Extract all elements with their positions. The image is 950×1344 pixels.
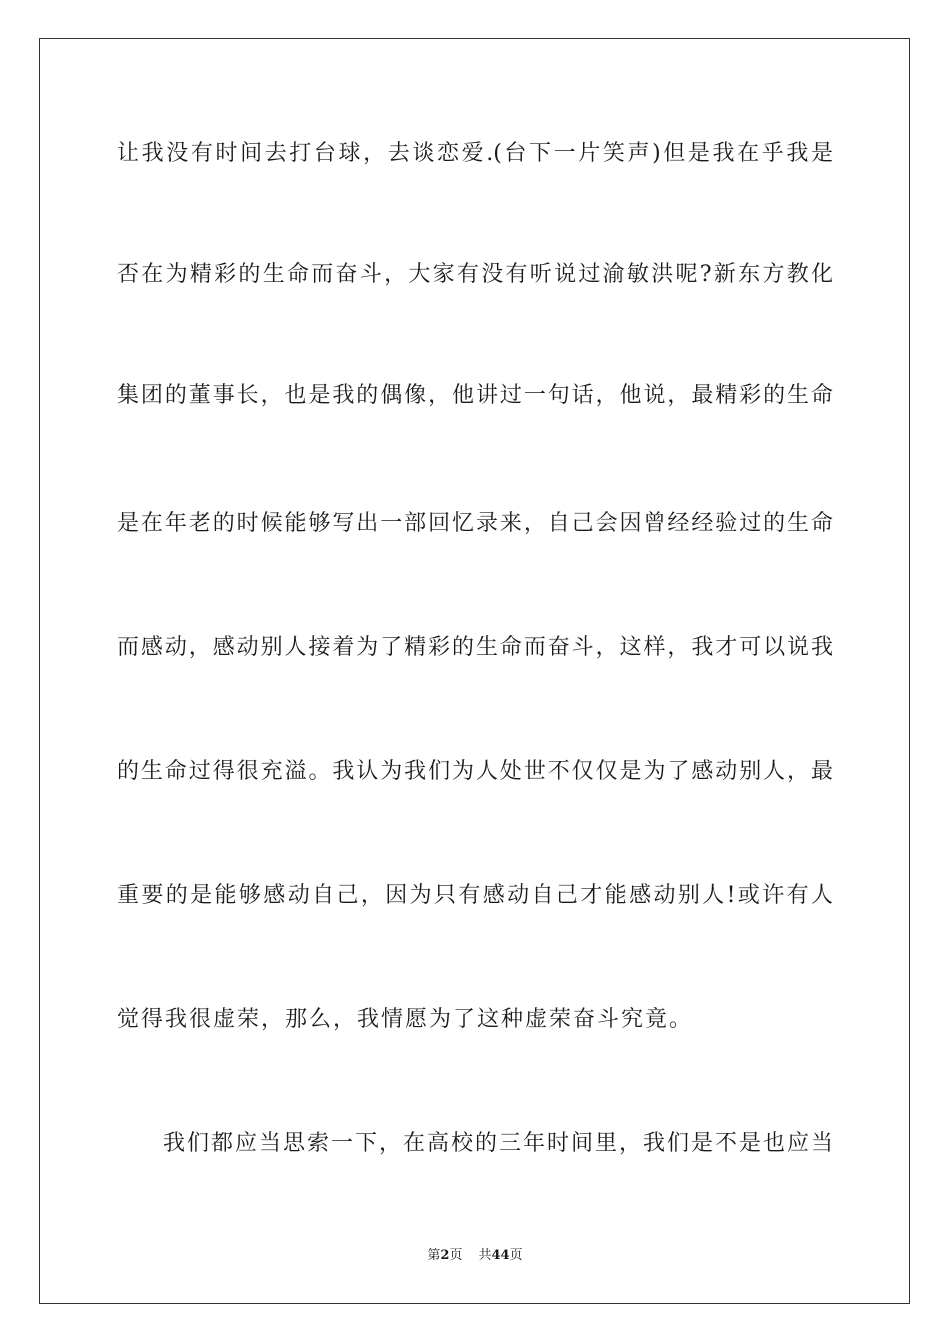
body-text-line-5: 而感动，感动别人接着为了精彩的生命而奋斗，这样，我才可以说我 [117,635,833,660]
body-text-line-9-paragraph-start: 我们都应当思索一下，在高校的三年时间里，我们是不是也应当 [163,1131,833,1156]
page-footer [0,1248,950,1264]
body-text-line-3: 集团的董事长，也是我的偶像，他讲过一句话，他说，最精彩的生命 [117,383,833,408]
body-text-line-1: 让我没有时间去打台球，去谈恋爱.(台下一片笑声)但是我在乎我是 [117,141,833,166]
body-text-line-4: 是在年老的时候能够写出一部回忆录来，自己会因曾经经验过的生命 [117,511,833,536]
total-pages-number: 44 [491,1248,510,1263]
body-text-line-8: 觉得我很虚荣，那么，我情愿为了这种虚荣奋斗究竟。 [117,1007,694,1032]
body-text-line-7: 重要的是能够感动自己，因为只有感动自己才能感动别人!或许有人 [117,883,833,908]
total-label-prefix: 共 [478,1248,492,1263]
total-label-suffix: 页 [509,1248,523,1263]
current-page-number: 2 [440,1248,450,1263]
body-text-line-2: 否在为精彩的生命而奋斗，大家有没有听说过渝敏洪呢?新东方教化 [117,262,833,287]
page-label-prefix: 第 [427,1248,441,1263]
page-label-suffix: 页 [449,1248,463,1263]
page-border [39,38,910,1304]
body-text-line-6: 的生命过得很充溢。我认为我们为人处世不仅仅是为了感动别人，最 [117,759,833,784]
